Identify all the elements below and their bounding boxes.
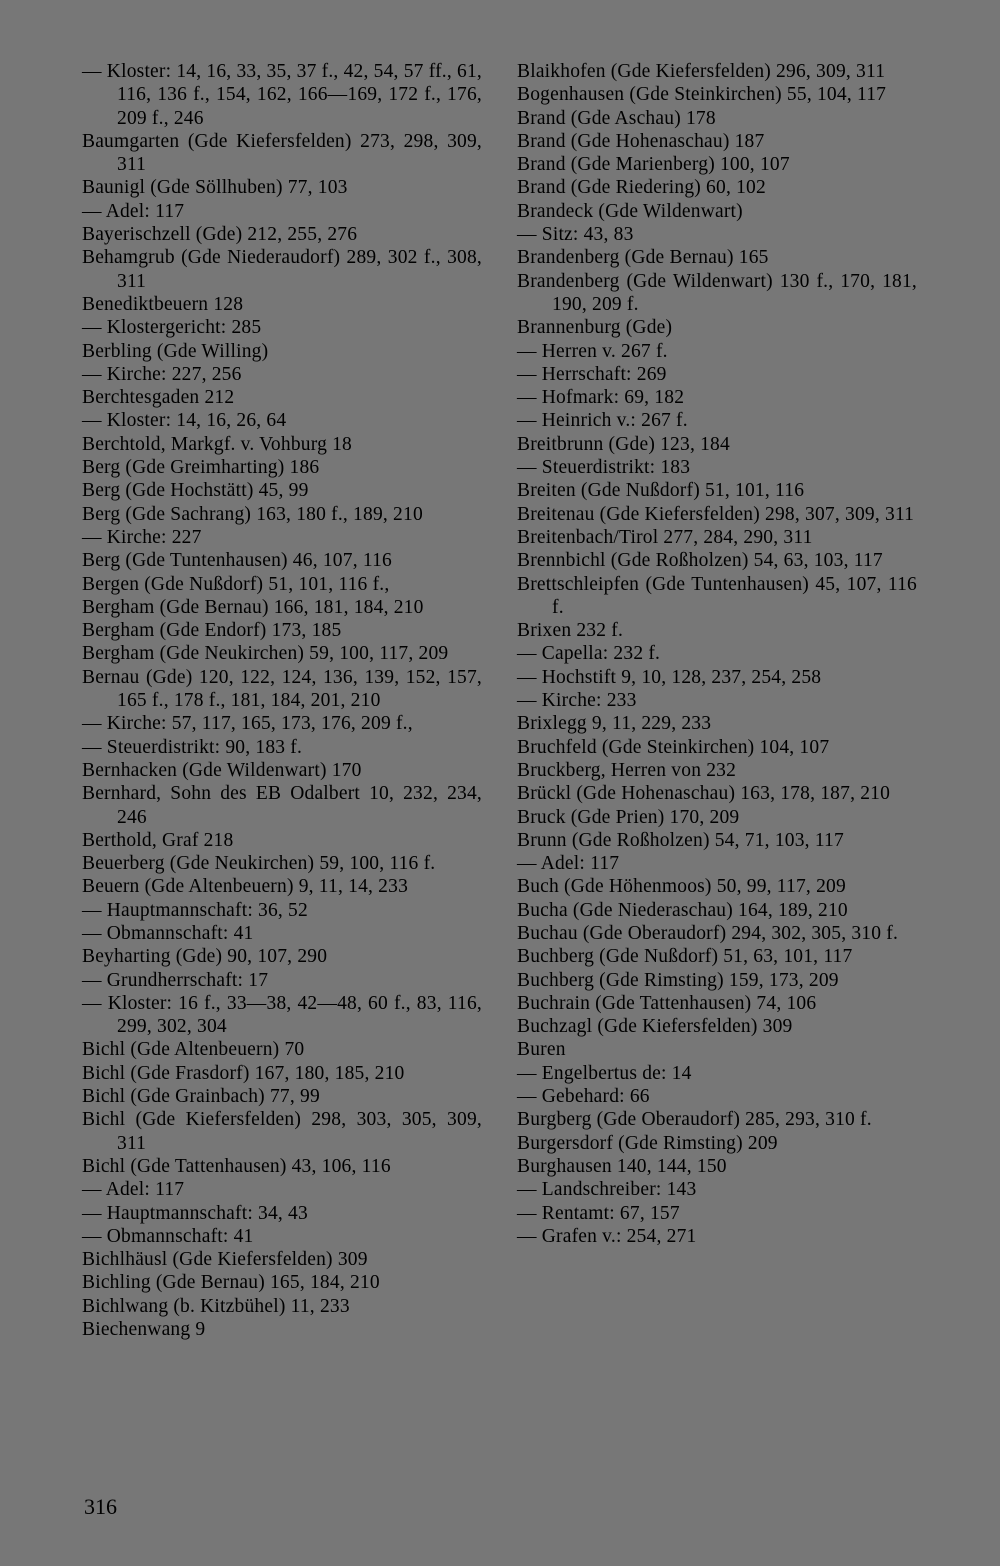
index-entry: — Steuerdistrikt: 183 xyxy=(517,457,691,479)
index-entry: Bichl (Gde Frasdorf) 167, 180, 185, 210 xyxy=(82,1062,405,1084)
index-entry: Brunn (Gde Roßholzen) 54, 71, 103, 117 xyxy=(517,829,844,851)
index-entry: Buchau (Gde Oberaudorf) 294, 302, 305, 310 f. xyxy=(517,922,899,944)
index-entry: Buren xyxy=(517,1039,566,1061)
index-entry: — Obmannschaft: 41 xyxy=(82,1225,254,1247)
index-entry: — Adel: 117 xyxy=(82,200,185,222)
index-entry: Berg (Gde Hochstätt) 45, 99 xyxy=(82,480,309,502)
index-entry: — Klostergericht: 285 xyxy=(82,317,262,339)
index-entry: — Herren v. 267 f. xyxy=(517,340,668,362)
index-entry: Brixlegg 9, 11, 229, 233 xyxy=(517,713,712,735)
index-entry: Burghausen 140, 144, 150 xyxy=(517,1155,727,1177)
index-entry: Berg (Gde Sachrang) 163, 180 f., 189, 210 xyxy=(82,503,423,525)
index-entry: Bayerischzell (Gde) 212, 255, 276 xyxy=(82,224,358,246)
index-entry: Brandenberg (Gde Bernau) 165 xyxy=(517,247,769,269)
index-entry: Brand (Gde Aschau) 178 xyxy=(517,107,716,129)
index-entry: Beuerberg (Gde Neukirchen) 59, 100, 116 f. xyxy=(82,853,436,875)
index-entry: Breitenbach/Tirol 277, 284, 290, 311 xyxy=(517,526,813,548)
index-entry: — Engelbertus de: 14 xyxy=(517,1062,692,1084)
index-entry: Berchtesgaden 212 xyxy=(82,387,235,409)
index-entry: Breitenau (Gde Kiefersfelden) 298, 307, 309, 311 xyxy=(517,503,915,525)
index-entry: Bernau (Gde) 120, 122, 124, 136, 139, 152, 157, 165 f., 178 f., 181, 184, 201, 210 xyxy=(82,666,482,712)
index-entry: — Sitz: 43, 83 xyxy=(517,224,634,246)
index-entry: Buchberg (Gde Nußdorf) 51, 63, 101, 117 xyxy=(517,946,853,968)
index-entry: — Adel: 117 xyxy=(517,853,620,875)
index-entry: Bergham (Gde Endorf) 173, 185 xyxy=(82,620,342,642)
index-entry: Benediktbeuern 128 xyxy=(82,293,244,315)
index-entry: Berg (Gde Tuntenhausen) 46, 107, 116 xyxy=(82,550,392,572)
index-entry: Bichl (Gde Tattenhausen) 43, 106, 116 xyxy=(82,1155,391,1177)
index-entry: — Kirche: 227 xyxy=(82,526,202,548)
index-entry: Berchtold, Markgf. v. Vohburg 18 xyxy=(82,433,352,455)
index-entry: — Hauptmannschaft: 34, 43 xyxy=(82,1202,308,1224)
index-entry: Behamgrub (Gde Niederaudorf) 289, 302 f., 308, 311 xyxy=(82,247,482,292)
index-entry: Brixen 232 f. xyxy=(517,620,624,642)
index-entry: Brand (Gde Riedering) 60, 102 xyxy=(517,177,766,199)
index-entry: — Heinrich v.: 267 f. xyxy=(517,410,688,432)
index-entry: Bruck (Gde Prien) 170, 209 xyxy=(517,806,740,828)
index-column-left xyxy=(82,60,482,1341)
index-entry: — Gebehard: 66 xyxy=(517,1086,650,1108)
index-entry: Bergham (Gde Neukirchen) 59, 100, 117, 209 xyxy=(82,643,449,665)
index-entry: Bichlwang (b. Kitzbühel) 11, 233 xyxy=(82,1295,350,1317)
index-entry: — Kloster: 14, 16, 26, 64 xyxy=(82,410,287,432)
index-entry: Berbling (Gde Willing) xyxy=(82,340,269,362)
index-entry: — Grundherrschaft: 17 xyxy=(82,969,269,991)
index-entry: Bergham (Gde Bernau) 166, 181, 184, 210 xyxy=(82,596,424,618)
index-entry: — Hofmark: 69, 182 xyxy=(517,387,685,409)
index-entry: Bernhacken (Gde Wildenwart) 170 xyxy=(82,759,362,781)
index-entry: Bichl (Gde Altenbeuern) 70 xyxy=(82,1039,305,1061)
index-entry: Bichl (Gde Grainbach) 77, 99 xyxy=(82,1086,320,1108)
index-entry: Brannenburg (Gde) xyxy=(517,317,673,339)
index-entry: — Rentamt: 67, 157 xyxy=(517,1202,680,1224)
index-entry: Buchzagl (Gde Kiefersfelden) 309 xyxy=(517,1016,793,1038)
index-entry: Buchrain (Gde Tattenhausen) 74, 106 xyxy=(517,992,817,1014)
index-entry: Bruchfeld (Gde Steinkirchen) 104, 107 xyxy=(517,736,830,758)
index-entry: — Kloster: 14, 16, 33, 35, 37 f., 42, 54, 57 ff., 61, 116, 136 f., 154, 162, 166—169, 172 f., 176, 209 f., 246 xyxy=(82,61,482,129)
index-entry: Burgersdorf (Gde Rimsting) 209 xyxy=(517,1132,778,1154)
index-entry: — Obmannschaft: 41 xyxy=(82,922,254,944)
index-entry: Bernhard, Sohn des EB Odalbert 10, 232, 234, 246 xyxy=(82,783,482,828)
index-entry: Bucha (Gde Niederaschau) 164, 189, 210 xyxy=(517,899,848,921)
index-entry: Buch (Gde Höhenmoos) 50, 99, 117, 209 xyxy=(517,876,846,898)
index-entry: Bergen (Gde Nußdorf) 51, 101, 116 f., xyxy=(82,573,390,595)
index-entry: Bichling (Gde Bernau) 165, 184, 210 xyxy=(82,1272,380,1294)
index-entry: — Kloster: 16 f., 33—38, 42—48, 60 f., 83, 116, 299, 302, 304 xyxy=(82,992,482,1038)
index-entry: Bogenhausen (Gde Steinkirchen) 55, 104, 117 xyxy=(517,84,887,106)
index-entry: Beyharting (Gde) 90, 107, 290 xyxy=(82,946,328,968)
index-entry: Brand (Gde Marienberg) 100, 107 xyxy=(517,154,790,176)
index-entry: Brand (Gde Hohenaschau) 187 xyxy=(517,130,765,152)
index-entry: Berg (Gde Greimharting) 186 xyxy=(82,457,320,479)
index-entry: Brandeck (Gde Wildenwart) xyxy=(517,200,743,222)
index-entry: Bichl (Gde Kiefersfelden) 298, 303, 305, 309, 311 xyxy=(82,1109,482,1154)
index-entry: — Steuerdistrikt: 90, 183 f. xyxy=(82,736,303,758)
index-entry: Brettschleipfen (Gde Tuntenhausen) 45, 107, 116 f. xyxy=(517,573,917,618)
index-entry: Biechenwang 9 xyxy=(82,1319,206,1341)
index-entry: Baumgarten (Gde Kiefersfelden) 273, 298, 309, 311 xyxy=(82,130,482,176)
index-entry: — Kirche: 233 xyxy=(517,690,637,712)
index-entry: Buchberg (Gde Rimsting) 159, 173, 209 xyxy=(517,969,839,991)
index-entry: Breiten (Gde Nußdorf) 51, 101, 116 xyxy=(517,480,805,502)
index-entry: — Hauptmannschaft: 36, 52 xyxy=(82,899,308,921)
index-entry: — Kirche: 57, 117, 165, 173, 176, 209 f., xyxy=(82,713,413,735)
index-entry: — Landschreiber: 143 xyxy=(517,1179,697,1201)
index-entry: — Hochstift 9, 10, 128, 237, 254, 258 xyxy=(517,666,822,688)
index-entry: Brennbichl (Gde Roßholzen) 54, 63, 103, 117 xyxy=(517,550,883,572)
index-entry: Bichlhäusl (Gde Kiefersfelden) 309 xyxy=(82,1249,368,1271)
index-entry: — Adel: 117 xyxy=(82,1179,185,1201)
index-entry: Baunigl (Gde Söllhuben) 77, 103 xyxy=(82,177,348,199)
index-column-right xyxy=(517,60,917,1248)
index-entry: Brückl (Gde Hohenaschau) 163, 178, 187, 210 xyxy=(517,783,891,805)
index-entry: Brandenberg (Gde Wildenwart) 130 f., 170, 181, 190, 209 f. xyxy=(517,270,917,315)
index-entry: Burgberg (Gde Oberaudorf) 285, 293, 310 f. xyxy=(517,1109,872,1131)
index-entry: — Capella: 232 f. xyxy=(517,643,661,665)
index-entry: Bruckberg, Herren von 232 xyxy=(517,759,737,781)
index-entry: Blaikhofen (Gde Kiefersfelden) 296, 309, 311 xyxy=(517,61,886,82)
index-entry: — Kirche: 227, 256 xyxy=(82,363,242,385)
index-entry: — Herrschaft: 269 xyxy=(517,363,667,385)
page-number: 316 xyxy=(84,1494,117,1519)
index-entry: Berthold, Graf 218 xyxy=(82,829,234,851)
index-entry: Beuern (Gde Altenbeuern) 9, 11, 14, 233 xyxy=(82,876,409,898)
index-entry: Breitbrunn (Gde) 123, 184 xyxy=(517,433,730,455)
index-entry: — Grafen v.: 254, 271 xyxy=(517,1225,697,1247)
